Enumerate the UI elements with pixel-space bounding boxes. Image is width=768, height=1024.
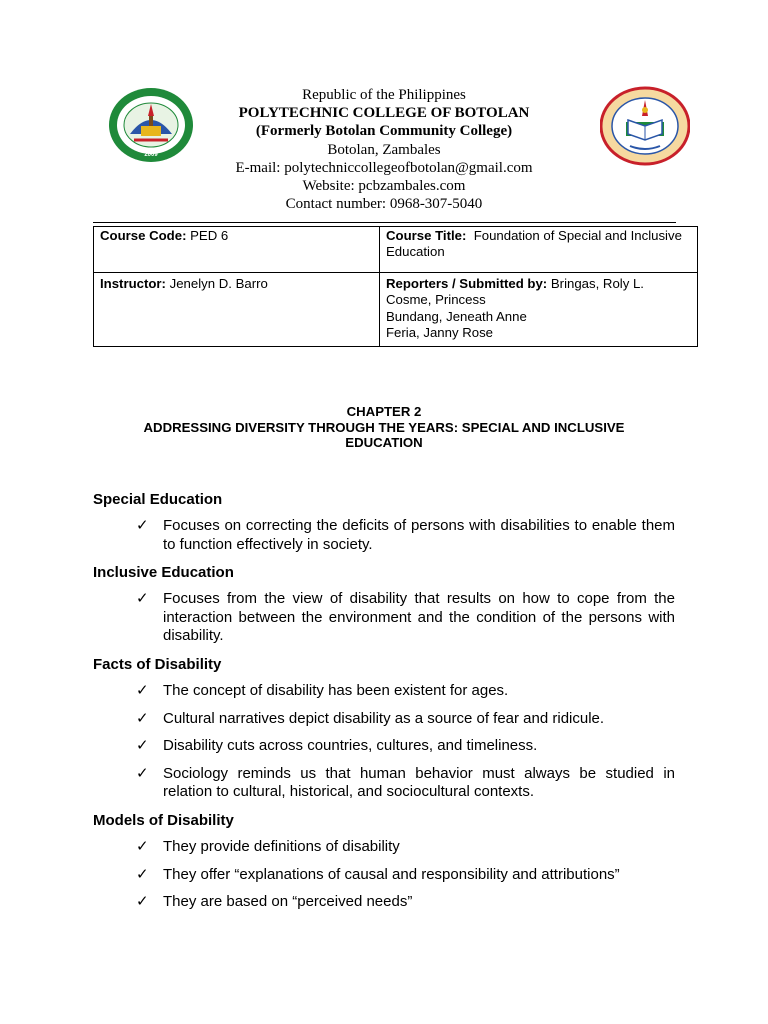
chapter-number: CHAPTER 2 [346, 404, 422, 419]
course-code-cell [94, 227, 380, 273]
course-title-value: Foundation of Special and Inclusive Education [386, 228, 682, 260]
reporters-cell [380, 273, 698, 347]
list-item: ✓ Sociology reminds us that human behavior must always be studied in relation to cultural, historical, and sociocultural contexts. [136, 764, 675, 801]
list-item: ✓ Focuses from the view of disability that results on how to cope from the interaction between the environment and the condition of the persons with disability. [136, 590, 675, 645]
checkmark-icon: ✓ [136, 865, 149, 883]
reporter-name: Feria, Janny Rose [386, 325, 494, 341]
college-contact: Contact number: 0968-307-5040 [285, 196, 483, 213]
chapter-heading [110, 404, 658, 451]
college-website: Website: pcbzambales.com [302, 178, 466, 195]
college-location: Botolan, Zambales [327, 141, 441, 158]
section-models-of-disability [93, 811, 675, 912]
checkmark-icon: ✓ [136, 681, 149, 699]
seal-year: 2009 [144, 152, 158, 158]
section-facts-of-disability [93, 655, 675, 802]
reporter-name: Bringas, Roly L. [550, 276, 644, 291]
list-item: ✓ They offer “explanations of causal and responsibility and attributions” [136, 865, 620, 883]
document-body [93, 490, 675, 921]
reporter-name: Bundang, Jeneath Anne [386, 308, 527, 324]
instructor-value: Jenelyn D. Barro [169, 276, 268, 291]
checkmark-icon: ✓ [136, 764, 149, 782]
list-item: ✓ Disability cuts across countries, cultures, and timeliness. [136, 737, 538, 755]
section-heading: Models of Disability [93, 811, 234, 829]
checkmark-icon: ✓ [136, 590, 149, 608]
section-heading: Facts of Disability [93, 655, 222, 673]
reporters-label: Reporters / Submitted by: [386, 276, 548, 291]
checkmark-icon: ✓ [136, 837, 149, 855]
letterhead [0, 86, 768, 213]
course-info-table [93, 226, 698, 347]
republic-line: Republic of the Philippines [302, 87, 466, 103]
section-heading: Special Education [93, 491, 223, 508]
chapter-title: ADDRESSING DIVERSITY THROUGH THE YEARS: SPECIAL AND INCLUSIVE EDUCATION [143, 419, 625, 451]
formerly-name: (Formerly Botolan Community College) [255, 123, 513, 140]
section-special-education [93, 490, 675, 554]
list-item: ✓ They provide definitions of disability [136, 837, 400, 855]
course-title-cell [380, 227, 698, 273]
list-item: ✓ The concept of disability has been existent for ages. [136, 681, 509, 699]
letterhead-divider [93, 222, 676, 223]
course-code-value: PED 6 [190, 228, 229, 243]
checkmark-icon: ✓ [136, 517, 149, 534]
list-item: ✓ They are based on “perceived needs” [136, 893, 413, 911]
section-inclusive-education [93, 563, 675, 646]
list-item: ✓ Cultural narratives depict disability as a source of fear and ridicule. [136, 709, 605, 727]
college-email: E-mail: polytechniccollegeofbotolan@gmail.com [235, 159, 533, 176]
reporter-name: Cosme, Princess [386, 292, 486, 308]
checkmark-icon: ✓ [136, 737, 149, 755]
checkmark-icon: ✓ [136, 709, 149, 727]
course-title-label: Course Title: [386, 228, 467, 243]
college-name: POLYTECHNIC COLLEGE OF BOTOLAN [238, 105, 530, 122]
instructor-cell [94, 273, 380, 347]
checkmark-icon: ✓ [136, 893, 149, 911]
section-heading: Inclusive Education [93, 564, 234, 582]
course-code-label: Course Code: [100, 228, 187, 243]
instructor-label: Instructor: [100, 276, 166, 291]
list-item: ✓ Focuses on correcting the deficits of persons with disabilities to enable them to function effectively in society. [136, 517, 675, 553]
